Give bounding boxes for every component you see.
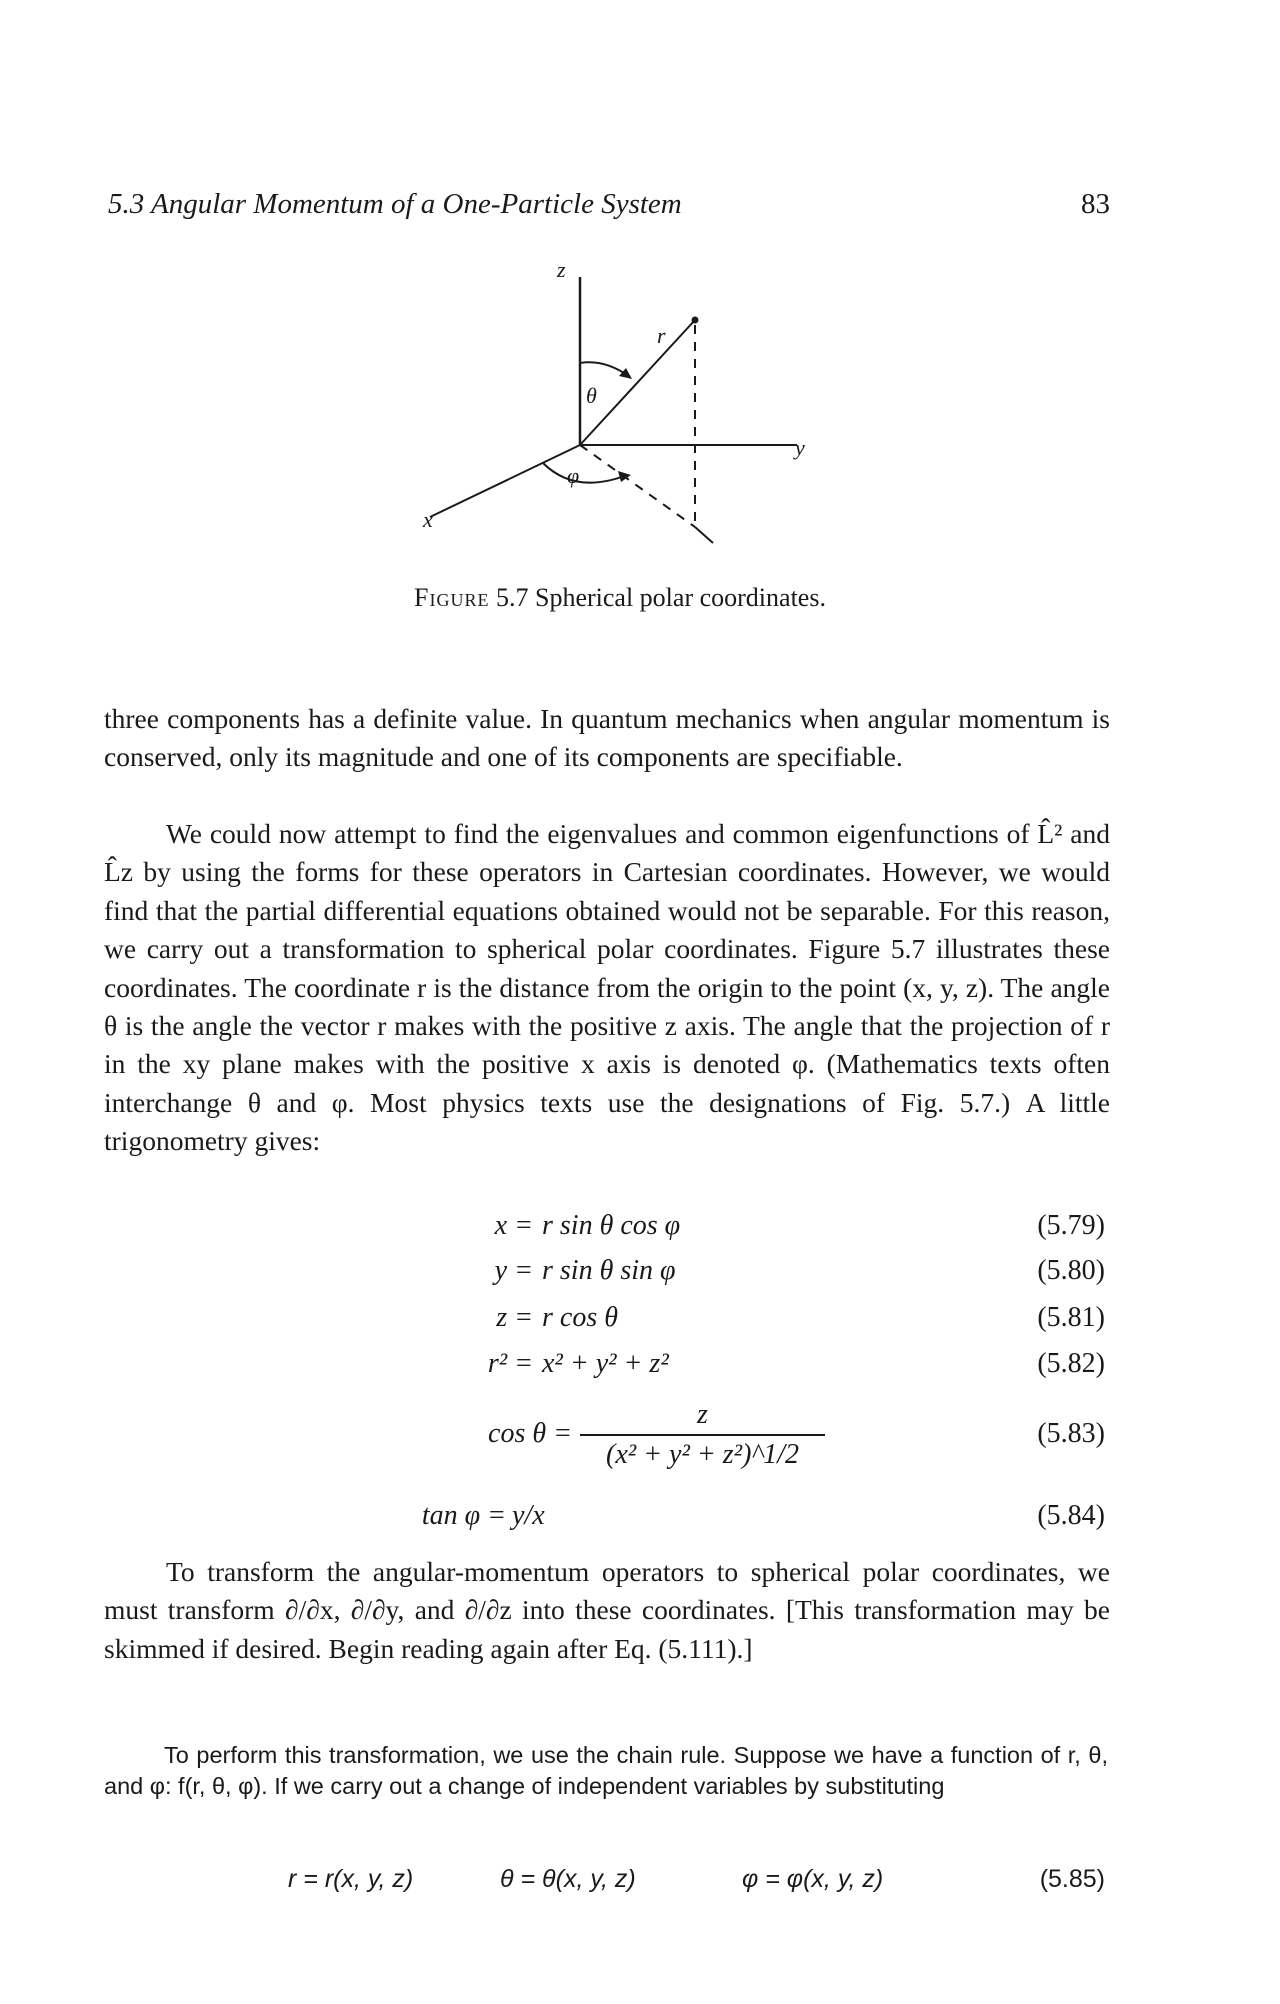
fraction — [580, 1398, 825, 1472]
section-title: 5.3 Angular Momentum of a One-Particle System — [108, 188, 682, 220]
spherical-coordinates-figure — [395, 255, 825, 585]
equation-number: (5.82) — [1037, 1348, 1105, 1379]
paragraph-1: three components has a definite value. In quantum mechanics when angular momentum is conserved, only its magnitude and one of its components are specifiable. — [104, 703, 1110, 773]
point-marker — [692, 317, 699, 324]
r-vector — [580, 320, 695, 445]
equation-5-83 — [0, 1398, 1280, 1478]
equation-rhs: r sin θ cos φ — [542, 1210, 681, 1241]
figure-caption — [400, 583, 840, 613]
equation-phi-substitution: φ = φ(x, y, z) — [742, 1865, 884, 1893]
equation-lhs: z = — [496, 1302, 533, 1333]
r-label: r — [657, 323, 666, 348]
theta-label: θ — [586, 383, 597, 408]
theta-arrowhead — [619, 368, 632, 379]
equation-lhs: y = — [494, 1255, 533, 1286]
equation-number: (5.84) — [1037, 1500, 1105, 1531]
z-axis-label: z — [557, 257, 566, 282]
caption-label: Figure — [414, 583, 490, 612]
equation-5-81 — [0, 1302, 1280, 1342]
equation-theta-substitution: θ = θ(x, y, z) — [500, 1865, 636, 1893]
phi-arc — [543, 463, 627, 483]
projection-tick — [695, 527, 713, 543]
equation-5-85 — [0, 1865, 1280, 1905]
x-axis-label: x — [423, 507, 433, 532]
equation-rhs: r sin θ sin φ — [542, 1255, 676, 1286]
paragraph-2 — [104, 815, 1110, 1161]
equation-number: (5.81) — [1037, 1302, 1105, 1333]
equation-number: (5.80) — [1037, 1255, 1105, 1286]
equation-lhs: r² = — [487, 1348, 533, 1379]
equation-lhs: tan φ = — [421, 1500, 506, 1531]
equation-lhs: x = — [494, 1210, 533, 1241]
y-axis-label: y — [795, 435, 805, 460]
paragraph-4-text: To perform this transformation, we use the chain rule. Suppose we have a function of r, θ, and φ: f(r, θ, φ). If we carry out a change of independent variables by substituting — [104, 1742, 1108, 1799]
equation-rhs: r cos θ — [542, 1302, 618, 1333]
phi-arrowhead — [618, 471, 631, 482]
page-number: 83 — [1081, 188, 1110, 220]
equation-number: (5.85) — [1039, 1865, 1105, 1893]
caption-text: 5.7 Spherical polar coordinates. — [496, 583, 826, 612]
paragraph-3 — [104, 1553, 1110, 1668]
fraction-numerator: z — [697, 1399, 708, 1430]
equation-lhs: cos θ = — [488, 1418, 572, 1449]
equation-5-84 — [0, 1500, 1280, 1540]
running-head — [108, 188, 1110, 228]
x-axis — [430, 445, 580, 517]
paragraph-4 — [104, 1740, 1108, 1801]
xy-projection — [580, 445, 695, 527]
paragraph-2-text: We could now attempt to find the eigenvalues and common eigenfunctions of L̂² and L̂z by using the forms for these operators in Cartesian coordinates. However, we would find that the partial differential equations obtained would not be separable. For this reason, we carry out a transformation to spherical polar coordinates. Figure 5.7 illustrates these coordinates. The coordinate r is the distance from the origin to the point (x, y, z). The angle θ is the angle the vector r makes with the positive z axis. The angle that the projection of r in the xy plane makes with the positive x axis is denoted φ. (Mathematics texts often interchange θ and φ. Most physics texts use the designations of Fig. 5.7.) A little trigonometry gives: — [104, 818, 1110, 1157]
fraction-bar — [580, 1434, 825, 1436]
equation-5-79 — [0, 1210, 1280, 1250]
equation-number: (5.79) — [1037, 1210, 1105, 1241]
equation-number: (5.83) — [1037, 1418, 1105, 1449]
phi-label: φ — [567, 463, 580, 488]
equation-rhs: x² + y² + z² — [542, 1348, 669, 1379]
equation-r-substitution: r = r(x, y, z) — [288, 1865, 414, 1893]
equation-rhs: y/x — [512, 1500, 545, 1531]
paragraph-3-text: To transform the angular-momentum operators to spherical polar coordinates, we must transform ∂/∂x, ∂/∂y, and ∂/∂z into these coordinates. [This transformation may be skimmed if desired. Begin reading again after Eq. (5.111).] — [104, 1556, 1110, 1664]
equation-5-80 — [0, 1255, 1280, 1295]
fraction-denominator: (x² + y² + z²)^1/2 — [606, 1439, 799, 1470]
equation-5-82 — [0, 1348, 1280, 1388]
coordinate-diagram — [395, 255, 825, 585]
